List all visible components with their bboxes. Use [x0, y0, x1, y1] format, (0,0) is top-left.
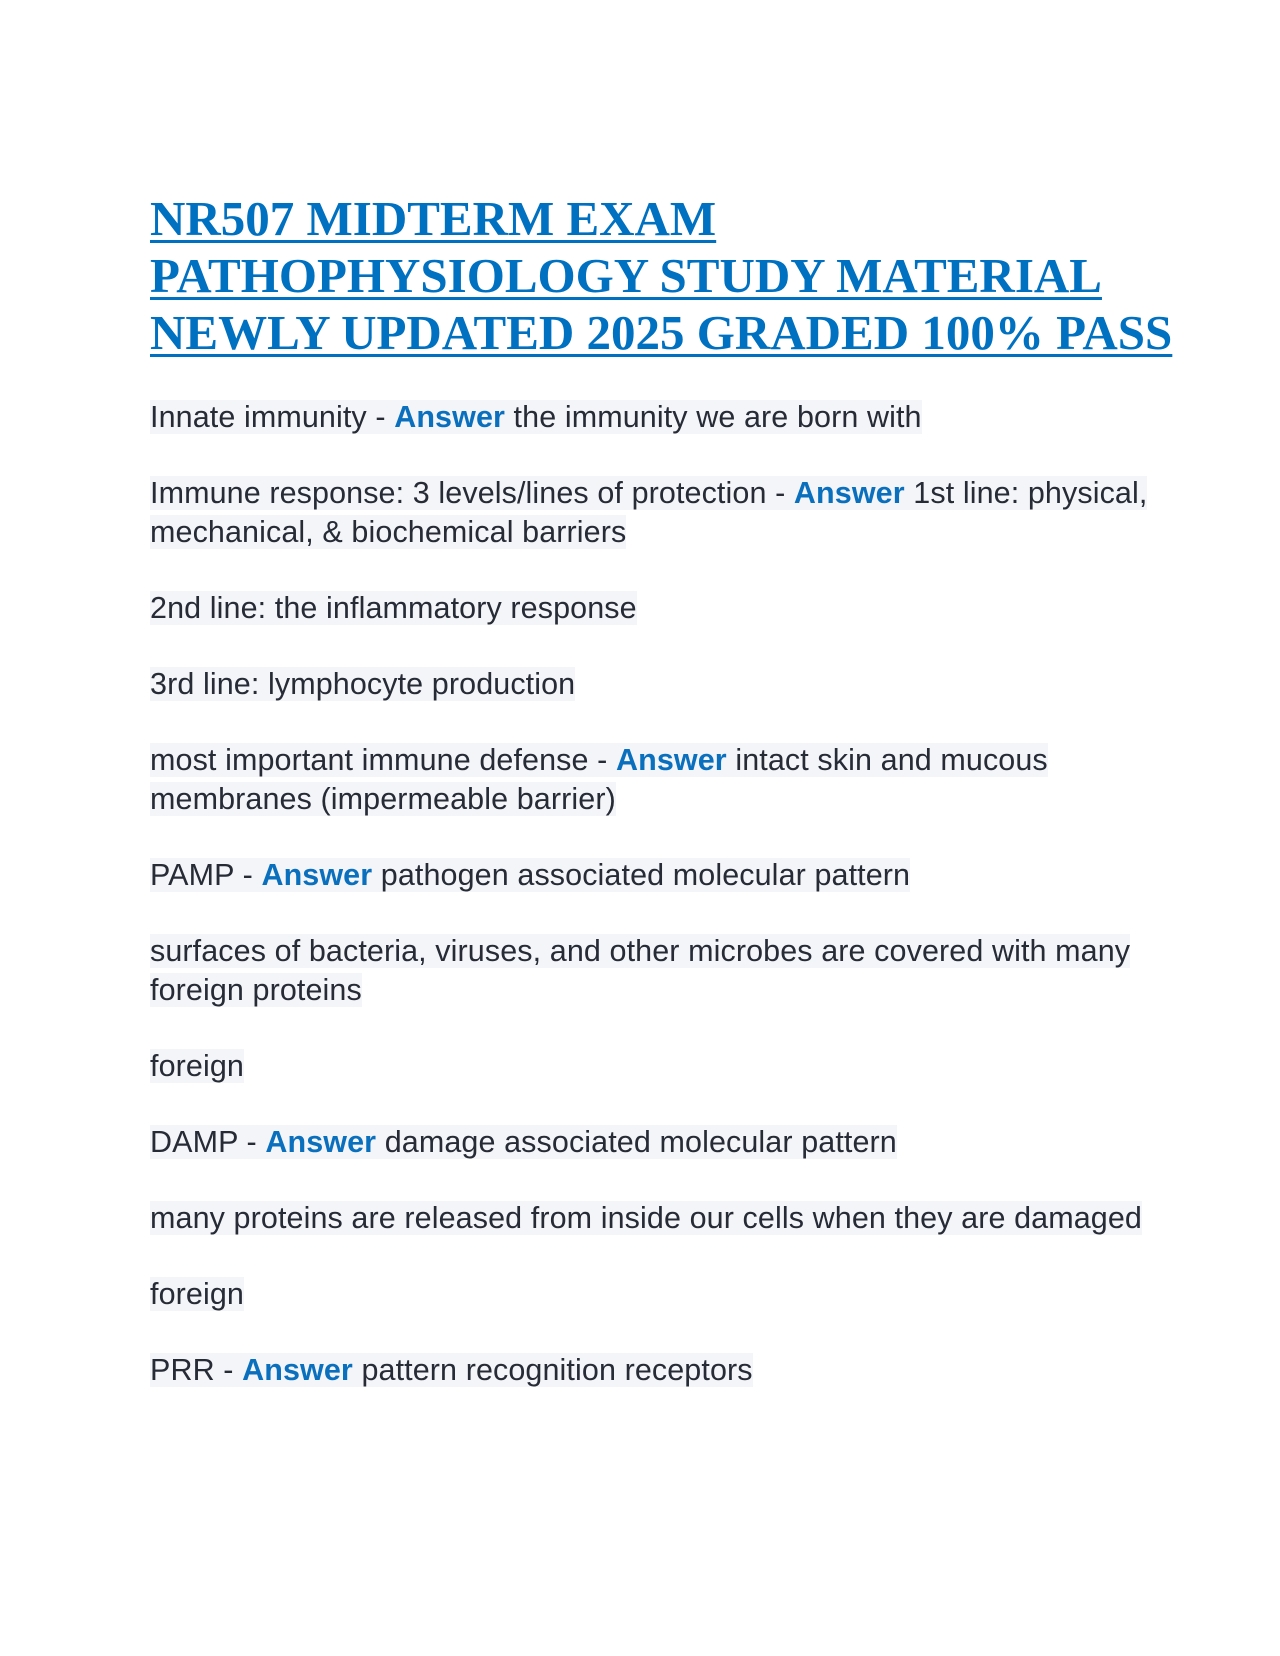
- paragraph-text: many proteins are released from inside our cells when they are damaged: [150, 1201, 1142, 1235]
- qa-item: [150, 398, 1180, 437]
- question: Innate immunity -: [150, 400, 395, 434]
- answer-text: pathogen associated molecular pattern: [372, 858, 911, 892]
- answer-label: Answer: [261, 858, 373, 892]
- paragraph-text: foreign: [150, 1277, 244, 1311]
- qa-item: [150, 856, 1180, 895]
- paragraph-text: foreign: [150, 1049, 244, 1083]
- answer-label: Answer: [265, 1125, 377, 1159]
- answer-label: Answer: [242, 1353, 353, 1387]
- text-item: [150, 1047, 1180, 1086]
- question: PAMP -: [150, 858, 262, 892]
- paragraph-text: 3rd line: lymphocyte production: [150, 667, 576, 701]
- answer-label: Answer: [615, 743, 727, 777]
- question: Immune response: 3 levels/lines of protection -: [150, 476, 794, 510]
- text-item: [150, 1199, 1180, 1238]
- document-title[interactable]: NR507 MIDTERM EXAM PATHOPHYSIOLOGY STUDY MATERIAL NEWLY UPDATED 2025 GRADED 100% PASS: [150, 191, 1173, 360]
- qa-item: [150, 474, 1180, 552]
- paragraph-text: 2nd line: the inflammatory response: [150, 591, 637, 625]
- question: most important immune defense -: [150, 743, 616, 777]
- answer-text: pattern recognition receptors: [352, 1353, 753, 1387]
- text-item: [150, 665, 1180, 704]
- qa-item: [150, 741, 1180, 819]
- text-item: [150, 589, 1180, 628]
- answer-text: damage associated molecular pattern: [376, 1125, 897, 1159]
- document-page: [150, 190, 1180, 1427]
- answer-text: 1st line: physical, mechanical, & biochemical barriers: [150, 476, 1148, 549]
- text-item: [150, 932, 1180, 1010]
- question: DAMP -: [150, 1125, 266, 1159]
- answer-text: the immunity we are born with: [504, 400, 922, 434]
- paragraph-text: surfaces of bacteria, viruses, and other microbes are covered with many foreign proteins: [150, 934, 1131, 1007]
- answer-label: Answer: [394, 400, 505, 434]
- qa-item: [150, 1123, 1180, 1162]
- qa-item: [150, 1351, 1180, 1390]
- question: PRR -: [150, 1353, 243, 1387]
- answer-text: intact skin and mucous membranes (impermeable barrier): [150, 743, 1048, 816]
- text-item: [150, 1275, 1180, 1314]
- answer-label: Answer: [793, 476, 905, 510]
